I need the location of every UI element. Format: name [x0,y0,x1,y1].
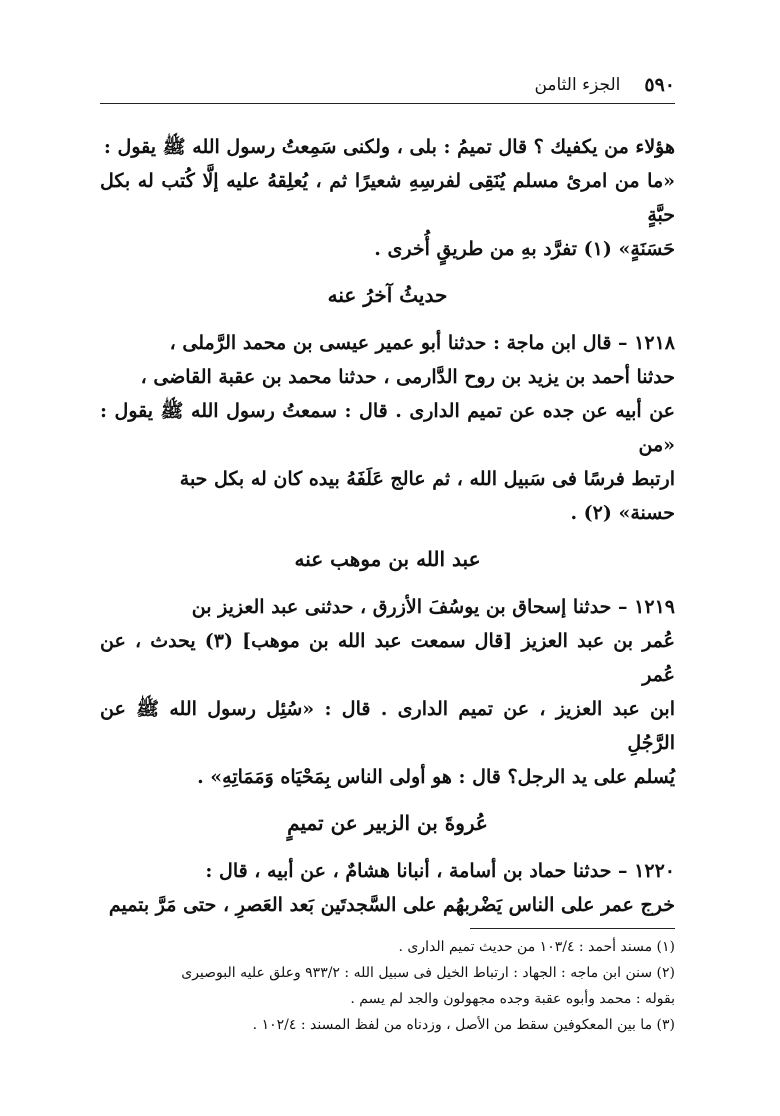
text-line: خرج عمر على الناس يَضْربهُم على السَّجدتَين بَعد العَصرِ ، حتى مَرَّ بتميم [108,894,675,916]
footnote: بقوله : محمد وأبوه عقبة وجده مجهولون والجد لم يسم . [350,991,675,1007]
text-line: ابن عبد العزيز ، عن تميم الدارى . قال : «سُئِل رسول الله ﷺ عن الرَّجُلِ [100,698,675,754]
footnote: (١) مسند أحمد : ١٠٣/٤ من حديث تميم الدارى . [398,939,675,955]
text-line: حدثنا أحمد بن يزيد بن روح الدَّارمى ، حدثنا محمد بن عقبة القاضى ، [140,366,675,388]
paragraph-hadith-1220 [100,854,675,922]
text-line: ١٢١٩ – حدثنا إسحاق بن يوسُفَ الأزرق ، حدثنى عبد العزيز بن [191,596,675,618]
text-line: ١٢٢٠ – حدثنا حماد بن أسامة ، أنبانا هشامٌ ، عن أبيه ، قال : [205,860,675,882]
text-line: حسنة» (٢) . [570,502,675,524]
footnotes [100,934,675,1038]
page-header [100,70,675,100]
text-line: هؤلاء من يكفيك ؟ قال تميمُ : بلى ، ولكنى سَمِعتُ رسول الله ﷺ يقول : [103,136,675,158]
header-divider [100,103,675,104]
page-number: ٥٩٠ [644,74,675,96]
paragraph-hadith-1219 [100,590,675,794]
text-line: عن أبيه عن جده عن تميم الدارى . قال : سمعتُ رسول الله ﷺ يقول : «من [100,400,675,456]
footnote: (٣) ما بين المعكوفين سقط من الأصل ، وزدناه من لفظ المسند : ١٠٢/٤ . [252,1017,675,1033]
text-line: يُسلم على يد الرجل؟ قال : هو أولى الناس بِمَحْيَاه وَمَمَاتِهِ» . [197,766,675,788]
footnote: (٢) سنن ابن ماجه : الجهاد : ارتباط الخيل فى سبيل الله : ٩٣٣/٢ وعلق عليه البوصيرى [181,965,675,981]
paragraph-hadith-1218 [100,326,675,530]
text-line: ارتبط فرسًا فى سَبيل الله ، ثم عالج عَلَفَهُ بيده كان له بكل حبة [179,468,675,490]
section-heading: عُروةَ بن الزبير عن تميمٍ [287,811,488,835]
text-line: «ما من امرئ مسلم يُنَقِى لفرسِهِ شعيرًا ثم ، يُعلِقهُ عليه إلَّا كُتب له بكل حبَّةٍ [100,170,675,226]
section-heading: حديثُ آخرُ عنه [327,283,448,307]
footnote-divider [470,928,675,929]
text-line: عُمر بن عبد العزيز [قال سمعت عبد الله بن موهب] (٣) يحدث ، عن عُمر [100,630,675,686]
main-text [100,130,675,922]
section-heading: عبد الله بن موهب عنه [294,547,481,571]
paragraph-intro [100,130,675,266]
text-line: حَسَنَةٍ» (١) تفرَّد بهِ من طريقٍ أُخرى . [374,238,675,260]
part-label: الجزء الثامن [534,75,621,95]
text-line: ١٢١٨ – قال ابن ماجة : حدثنا أبو عمير عيسى بن محمد الرَّملى ، [169,332,675,354]
